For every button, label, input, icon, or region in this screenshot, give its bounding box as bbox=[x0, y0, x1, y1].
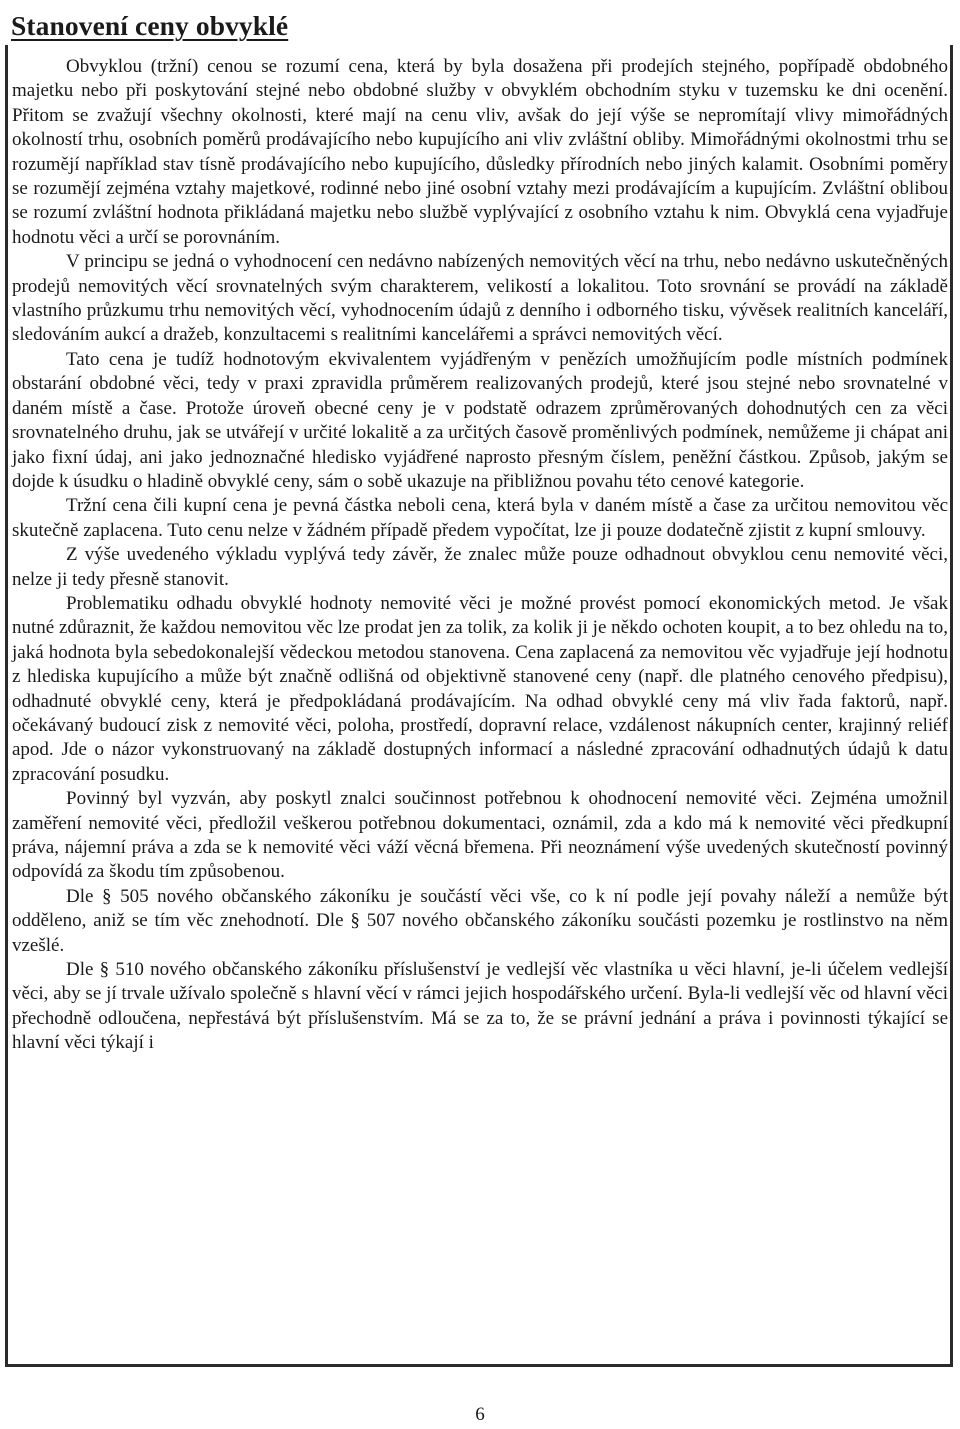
paragraph: Problematiku odhadu obvyklé hodnoty nemovité věci je možné provést pomocí ekonomických metod. Je však nutné zdůraznit, že každou nemovitou věc lze prodat jen za tolik, za kolik ji je někdo ochoten koupit, a to bez ohledu na to, jaká hodnota byla sebedokonalejší vědeckou metodou stanovena. Cena zaplacená za nemovitou věc vyjadřuje její hodnotu z hlediska kupujícího a může být značně odlišná od objektivně stanovené ceny (např. dle platného cenového předpisu), odhadnuté obvyklé ceny, která je předpokládaná prodávajícím. Na odhad obvyklé ceny má vliv řada faktorů, např. očekávaný budoucí zisk z nemovité věci, poloha, prostředí, dopravní relace, vzdálenost nákupních center, krajinný reliéf apod. Jde o názor vykonstruovaný na základě dostupných informací a následné zpracování odhadnutých údajů k datu zpracování posudku. bbox=[12, 592, 948, 785]
page-number: 6 bbox=[475, 1404, 485, 1425]
page-title: Stanovení ceny obvyklé bbox=[11, 10, 289, 41]
paragraph: Dle § 505 nového občanského zákoníku je součástí věci vše, co k ní podle její povahy náleží a nemůže být odděleno, aniž se tím věc znehodnotí. Dle § 507 nového občanského zákoníku součásti pozemku je rostlinstvo na něm vzešlé. bbox=[12, 885, 948, 956]
paragraph: Z výše uvedeného výkladu vyplývá tedy závěr, že znalec může pouze odhadnout obvyklou cenu nemovité věci, nelze ji tedy přesně stanovit. bbox=[12, 544, 948, 590]
paragraph: Povinný byl vyzván, aby poskytl znalci součinnost potřebnou k ohodnocení nemovité věci. Zejména umožnil zaměření nemovité věci, předložil veškerou potřebnou dokumentaci, oznámil, zda a kdo má k nemovité věci předkupní práva, nájemní práva a zda se k nemovité věci váží věcná břemena. Při neoznámení výše uvedených skutečností povinný odpovídá za škodu tím způsobenou. bbox=[12, 788, 948, 883]
paragraph: Obvyklou (tržní) cenou se rozumí cena, která by byla dosažena při prodejích stejného, popřípadě obdobného majetku nebo při poskytování stejné nebo obdobné služby v obvyklém obchodním styku v tuzemsku ke dni ocenění. Přitom se zvažují všechny okolnosti, které mají na cenu vliv, avšak do její výše se nepromítají vlivy mimořádných okolností trhu, osobních poměrů prodávajícího nebo kupujícího ani vliv zvláštní obliby. Mimořádnými okolnostmi trhu se rozumějí například stav tísně prodávajícího nebo kupujícího, důsledky přírodních nebo jiných kalamit. Osobními poměry se rozumějí zejména vztahy majetkové, rodinné nebo jiné osobní vztahy mezi prodávajícím a kupujícím. Zvláštní oblibou se rozumí zvláštní hodnota přikládaná majetku nebo službě vyplývající z osobního vztahu k nim. Obvyklá cena vyjadřuje hodnotu věci a určí se porovnáním. bbox=[12, 56, 948, 248]
paragraph: Tržní cena čili kupní cena je pevná částka neboli cena, která byla v daném místě a čase za určitou nemovitou věc skutečně zaplacena. Tuto cenu nelze v žádném případě předem vypočítat, lze ji pouze dodatečně zjistit z kupní smlouvy. bbox=[12, 495, 948, 541]
paragraph: Tato cena je tudíž hodnotovým ekvivalentem vyjádřeným v penězích umožňujícím podle místních podmínek obstarání obdobné věci, tedy v praxi zpravidla průměrem realizovaných prodejů, které jsou stejné nebo srovnatelné v daném místě a čase. Protože úroveň obecné ceny je v podstatě odrazem zprůměrovaných dohodnutých cen za věci srovnatelného druhu, jak se utvářejí v určité lokalitě a za určitých časově proměnlivých podmínek, nemůžeme ji chápat ani jako fixní údaj, ani jako jednoznačné hledisko vyjádřené naprosto přesným číslem, peněžní částkou. Způsob, jakým se dojde k úsudku o hladině obvyklé ceny, sám o sobě ukazuje na přibližnou povahu této cenové kategorie. bbox=[12, 348, 948, 492]
body-text bbox=[12, 55, 948, 1056]
paragraph: Dle § 510 nového občanského zákoníku příslušenství je vedlejší věc vlastníka u věci hlavní, je-li účelem vedlejší věci, aby se jí trvale užívalo společně s hlavní věcí v rámci jejich hospodářského určení. Byla-li vedlejší věc od hlavní věci přechodně odloučena, nepřestává být příslušenstvím. Má se za to, že se právní jednání a práva i povinnosti týkající se hlavní věci týkají i bbox=[12, 959, 948, 1054]
paragraph: V principu se jedná o vyhodnocení cen nedávno nabízených nemovitých věcí na trhu, nebo nedávno uskutečněných prodejů nemovitých věcí srovnatelných svým charakterem, velikostí a lokalitou. Toto srovnání se provádí na základě vlastního průzkumu trhu nemovitých věcí, vyhodnocením údajů z denního i odborného tisku, vývěsek realitních kanceláří, sledováním aukcí a dražeb, konzultacemi s realitními kancelářemi a správci nemovitých věcí. bbox=[12, 251, 948, 346]
